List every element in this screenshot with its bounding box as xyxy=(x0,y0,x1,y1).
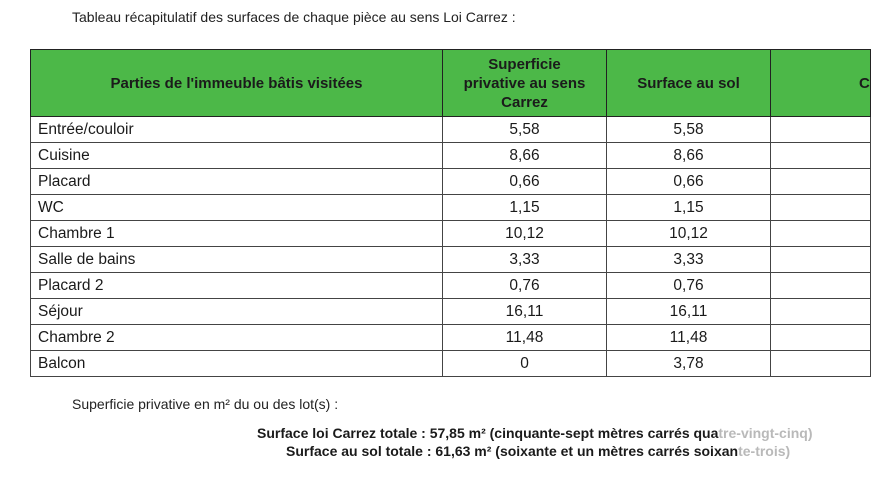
surface-table xyxy=(30,49,871,377)
room-name: Cuisine xyxy=(31,143,443,169)
total-sol xyxy=(286,443,790,459)
empty-cell xyxy=(771,351,871,377)
table-row xyxy=(31,221,871,247)
sol-value: 3,33 xyxy=(607,247,771,273)
carrez-value: 0 xyxy=(443,351,607,377)
table-row xyxy=(31,273,871,299)
summary-label: Superficie privative en m² du ou des lot(s) : xyxy=(72,396,339,412)
total-sol-text: Surface au sol totale : 61,63 m² (soixante et un mètres carrés soixan xyxy=(286,443,739,459)
table-caption: Tableau récapitulatif des surfaces de chaque pièce au sens Loi Carrez : xyxy=(72,9,516,25)
carrez-value: 0,66 xyxy=(443,169,607,195)
sol-value: 0,76 xyxy=(607,273,771,299)
table-row xyxy=(31,195,871,221)
table-row xyxy=(31,247,871,273)
sol-value: 16,11 xyxy=(607,299,771,325)
sol-value: 1,15 xyxy=(607,195,771,221)
table-row xyxy=(31,299,871,325)
surface-table-container xyxy=(30,49,870,377)
room-name: Chambre 1 xyxy=(31,221,443,247)
empty-cell xyxy=(771,273,871,299)
carrez-value: 16,11 xyxy=(443,299,607,325)
carrez-value: 5,58 xyxy=(443,117,607,143)
empty-cell xyxy=(771,299,871,325)
room-name: Chambre 2 xyxy=(31,325,443,351)
room-name: Placard xyxy=(31,169,443,195)
sol-value: 3,78 xyxy=(607,351,771,377)
empty-cell xyxy=(771,247,871,273)
table-row xyxy=(31,169,871,195)
header-truncated-column: C xyxy=(771,50,871,117)
header-superficie-line2: privative au sens xyxy=(463,74,586,92)
empty-cell xyxy=(771,325,871,351)
table-row xyxy=(31,351,871,377)
total-carrez-tail: tre-vingt-cinq) xyxy=(718,425,813,441)
sol-value: 10,12 xyxy=(607,221,771,247)
empty-cell xyxy=(771,169,871,195)
sol-value: 0,66 xyxy=(607,169,771,195)
empty-cell xyxy=(771,221,871,247)
room-name: Entrée/couloir xyxy=(31,117,443,143)
empty-cell xyxy=(771,143,871,169)
room-name: Placard 2 xyxy=(31,273,443,299)
header-parties: Parties de l'immeuble bâtis visitées xyxy=(31,50,443,117)
empty-cell xyxy=(771,195,871,221)
header-superficie-line1: Superficie xyxy=(488,55,561,73)
total-carrez xyxy=(257,425,813,441)
carrez-value: 11,48 xyxy=(443,325,607,351)
carrez-value: 0,76 xyxy=(443,273,607,299)
table-row xyxy=(31,117,871,143)
room-name: Balcon xyxy=(31,351,443,377)
header-superficie-carrez xyxy=(443,50,607,117)
carrez-value: 8,66 xyxy=(443,143,607,169)
carrez-value: 3,33 xyxy=(443,247,607,273)
empty-cell xyxy=(771,117,871,143)
header-superficie-line3: Carrez xyxy=(501,93,548,111)
table-row xyxy=(31,143,871,169)
header-surface-sol: Surface au sol xyxy=(607,50,771,117)
table-row xyxy=(31,325,871,351)
carrez-value: 1,15 xyxy=(443,195,607,221)
table-header-row xyxy=(31,50,871,117)
total-carrez-text: Surface loi Carrez totale : 57,85 m² (cinquante-sept mètres carrés qua xyxy=(257,425,719,441)
carrez-value: 10,12 xyxy=(443,221,607,247)
sol-value: 5,58 xyxy=(607,117,771,143)
total-sol-tail: te-trois) xyxy=(738,443,791,459)
room-name: WC xyxy=(31,195,443,221)
room-name: Salle de bains xyxy=(31,247,443,273)
sol-value: 11,48 xyxy=(607,325,771,351)
room-name: Séjour xyxy=(31,299,443,325)
sol-value: 8,66 xyxy=(607,143,771,169)
